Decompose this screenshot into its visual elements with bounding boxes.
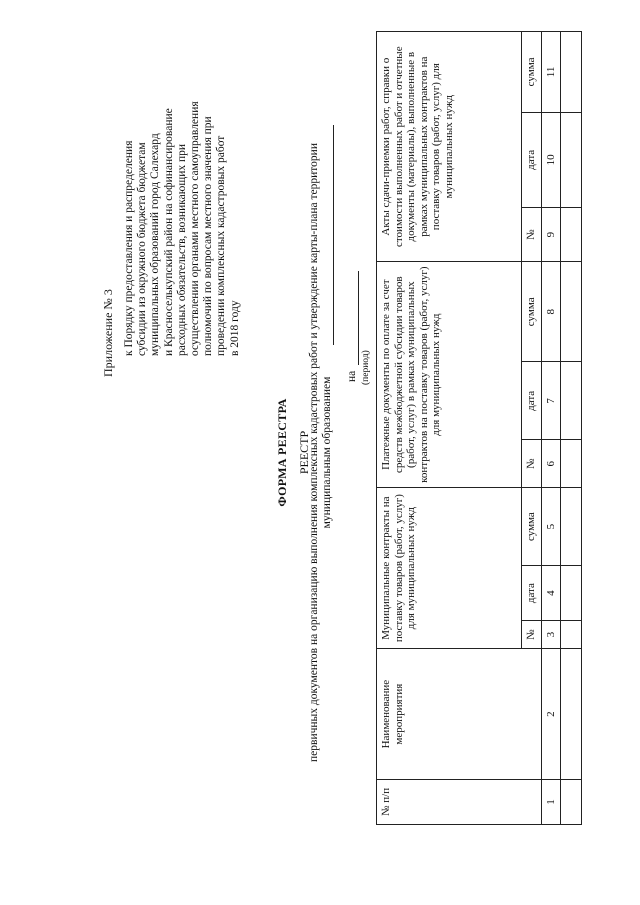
column-number: 2 (541, 649, 561, 780)
subheader-cell: № (522, 620, 542, 648)
empty-cell[interactable] (561, 207, 582, 262)
empty-cell[interactable] (561, 262, 582, 362)
empty-cell[interactable] (561, 779, 582, 824)
empty-cell[interactable] (561, 649, 582, 780)
subheader-cell: сумма (522, 32, 542, 113)
municipality-label (321, 0, 333, 905)
column-number: 10 (541, 112, 561, 207)
header-no: № п/п (377, 779, 542, 824)
column-number-row (541, 32, 561, 825)
appendix-line: полномочий по вопросам местного значения при (202, 116, 215, 356)
table-empty-row (561, 32, 582, 825)
appendix-line: субсидии из окружного бюджета бюджетам (136, 142, 149, 356)
empty-cell[interactable] (561, 566, 582, 621)
column-number: 7 (541, 362, 561, 440)
header-name: Наименование мероприятия (377, 649, 542, 780)
municipality-blank-line (333, 125, 334, 345)
column-number: 4 (541, 566, 561, 621)
form-title: ФОРМА РЕЕСТРА (275, 398, 289, 507)
appendix-line: осуществлении органами местного самоуправления (189, 101, 202, 356)
appendix-line: в 2018 году (228, 300, 241, 356)
subheader-cell: дата (522, 362, 542, 440)
empty-cell[interactable] (561, 112, 582, 207)
appendix-line: расходных обязательств, возникающих при (175, 143, 188, 356)
column-number: 8 (541, 262, 561, 362)
subheader-cell: № (522, 207, 542, 262)
period-hint: (период) (361, 350, 371, 385)
subheader-cell: дата (522, 112, 542, 207)
header-acts: Акты сдачи-приемки работ, справки о стоимости выполненных работ и отчетные документы (материалы), выполненные в рамках муниципальных контрактов на поставку товаров (работ, услуг) для муниципальных нужд (377, 32, 522, 262)
column-number: 1 (541, 779, 561, 824)
period-blank-line (358, 271, 359, 365)
appendix-line: к Порядку предоставления и распределения (123, 140, 135, 356)
reestr-heading: РЕЕСТР (297, 430, 311, 475)
column-number: 11 (541, 32, 561, 113)
subheader-cell: сумма (522, 487, 542, 565)
header-payments: Платежные документы по оплате за счет средств межбюджетной субсидии товаров (работ, услуг) в рамках муниципальных контрактов на поставку товаров (работ, услуг) для муниципальных нужд (377, 262, 522, 488)
subheader-cell: сумма (522, 262, 542, 362)
empty-cell[interactable] (561, 487, 582, 565)
column-number: 9 (541, 207, 561, 262)
empty-cell[interactable] (561, 32, 582, 113)
appendix-title: Приложение № 3 (101, 289, 115, 377)
appendix-text (123, 26, 242, 356)
appendix-line: муниципальных образований город Салехард (149, 133, 162, 356)
subheader-cell: № (522, 440, 542, 487)
column-number: 5 (541, 487, 561, 565)
header-contracts: Муниципальные контракты на поставку товаров (работ, услуг) для муниципальных нужд (377, 487, 522, 648)
table-header-row (377, 32, 522, 825)
period-prefix: на (346, 370, 358, 382)
column-number: 6 (541, 440, 561, 487)
column-number: 3 (541, 620, 561, 648)
appendix-line: и Красноселькупский район на софинансирование (162, 108, 175, 356)
register-table (376, 31, 582, 825)
appendix-line: проведении комплексных кадастровых работ (215, 135, 228, 356)
municipality-label-text: муниципальным образованием (321, 376, 333, 529)
subheader-cell: дата (522, 566, 542, 621)
empty-cell[interactable] (561, 362, 582, 440)
empty-cell[interactable] (561, 440, 582, 487)
empty-cell[interactable] (561, 620, 582, 648)
reestr-subtitle: первичных документов на организацию выполнения комплексных кадастровых работ и утверждение карты-плана территории (308, 143, 320, 762)
